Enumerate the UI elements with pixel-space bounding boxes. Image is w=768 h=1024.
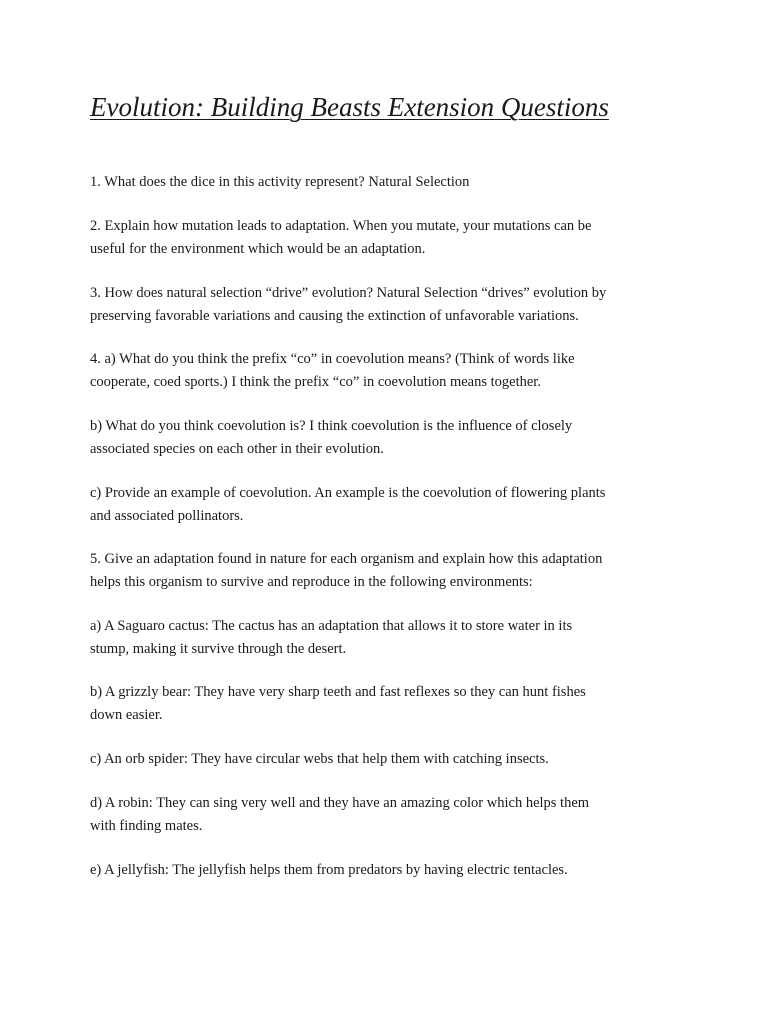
question-4c-line-1: c) Provide an example of coevolution. An example is the coevolution of flowering plants [90,485,606,501]
answer-5a-line-1: a) A Saguaro cactus: The cactus has an adaptation that allows it to store water in its [90,618,573,634]
question-4a [90,348,690,393]
question-4b-line-1: b) What do you think coevolution is? I think coevolution is the influence of closely [90,418,573,434]
question-4b [90,415,690,460]
document-title: Evolution: Building Beasts Extension Questions [90,92,609,122]
question-2 [90,215,690,260]
answer-5e [90,859,690,882]
question-5-line-1: 5. Give an adaptation found in nature for each organism and explain how this adaptation [90,551,603,567]
question-3 [90,282,690,327]
answer-5c-line-1: c) An orb spider: They have circular webs that help them with catching insects. [90,751,549,767]
question-5-line-2: helps this organism to survive and reproduce in the following environments: [90,573,533,590]
answer-5b-line-1: b) A grizzly bear: They have very sharp teeth and fast reflexes so they can hunt fishes [90,684,586,700]
question-4a-line-1: 4. a) What do you think the prefix “co” in coevolution means? (Think of words like [90,351,575,367]
answer-5a [90,615,690,660]
answer-5d-line-1: d) A robin: They can sing very well and they have an amazing color which helps them [90,795,590,811]
question-1 [90,171,690,194]
answer-5d-line-2: with finding mates. [90,817,203,834]
answer-5d [90,792,690,837]
answer-5b-line-2: down easier. [90,706,163,723]
answer-5b [90,681,690,726]
question-1-line-1: 1. What does the dice in this activity represent? Natural Selection [90,174,470,190]
question-5 [90,548,690,593]
answer-5a-line-2: stump, making it survive through the desert. [90,640,347,657]
question-3-line-2: preserving favorable variations and causing the extinction of unfavorable variations. [90,307,579,324]
answer-5c [90,748,690,771]
answer-5e-line-1: e) A jellyfish: The jellyfish helps them from predators by having electric tentacles. [90,862,568,878]
question-4b-line-2: associated species on each other in their evolution. [90,440,384,457]
question-4c [90,482,690,527]
question-4c-line-2: and associated pollinators. [90,507,244,524]
question-3-line-1: 3. How does natural selection “drive” evolution? Natural Selection “drives” evolution by [90,285,607,301]
question-4a-line-2: cooperate, coed sports.) I think the prefix “co” in coevolution means together. [90,373,541,390]
question-2-line-1: 2. Explain how mutation leads to adaptation. When you mutate, your mutations can be [90,218,592,234]
question-2-line-2: useful for the environment which would be an adaptation. [90,240,426,257]
